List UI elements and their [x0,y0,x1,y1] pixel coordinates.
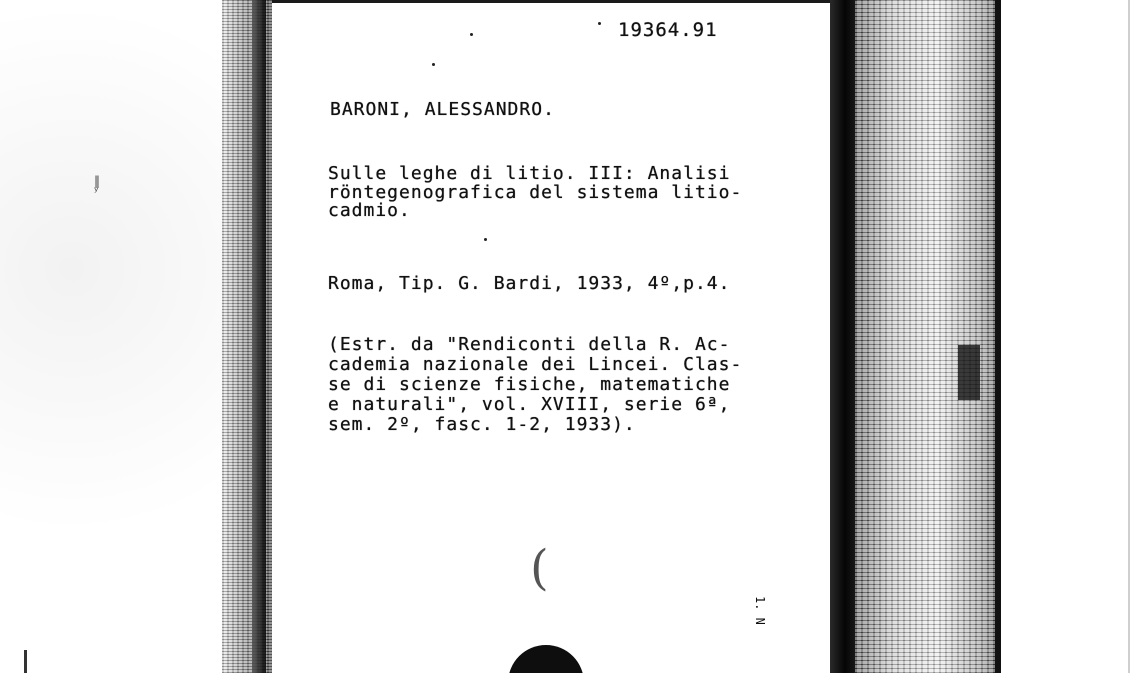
left-page-margin [0,0,240,673]
title-line: Sulle leghe di litio. III: Analisi [328,163,731,184]
right-margin-line [1128,0,1130,673]
title-line: cadmio. [328,200,411,221]
title-line: röntegenografica del sistema litio- [328,181,743,203]
note-line: se di scienze fisiche, matematiche [328,374,731,395]
title-block [328,165,742,221]
call-number: 19364.91 [618,19,718,41]
speck [470,33,473,36]
note-line: (Estr. da "Rendiconti della R. Ac- [328,334,731,355]
corner-mark [24,650,27,673]
handwritten-stroke: ( [530,540,549,596]
note-line: e naturali", vol. XVIII, serie 6ª, [328,394,731,415]
note-line: cademia nazionale dei Lincei. Clas- [328,354,743,375]
right-edge-dark-patch [958,345,980,400]
imprint-line: Roma, Tip. G. Bardi, 1933, 4º,p.4. [328,273,731,294]
right-card-edge-shadow [855,0,1005,673]
speck [432,63,435,66]
card-top-edge [272,0,850,3]
note-line: sem. 2º, fasc. 1-2, 1933). [328,414,636,435]
left-card-edge-shadow [222,0,278,673]
right-page-margin [1001,0,1136,673]
page-mark: 1. N [753,596,767,625]
author-heading: BARONI, ALESSANDRO. [330,99,555,120]
note-block [328,335,742,435]
left-card-edge-dark [252,0,266,673]
speck [598,22,601,25]
speck [484,238,487,241]
margin-mark: ‖ ʸ [94,174,100,198]
